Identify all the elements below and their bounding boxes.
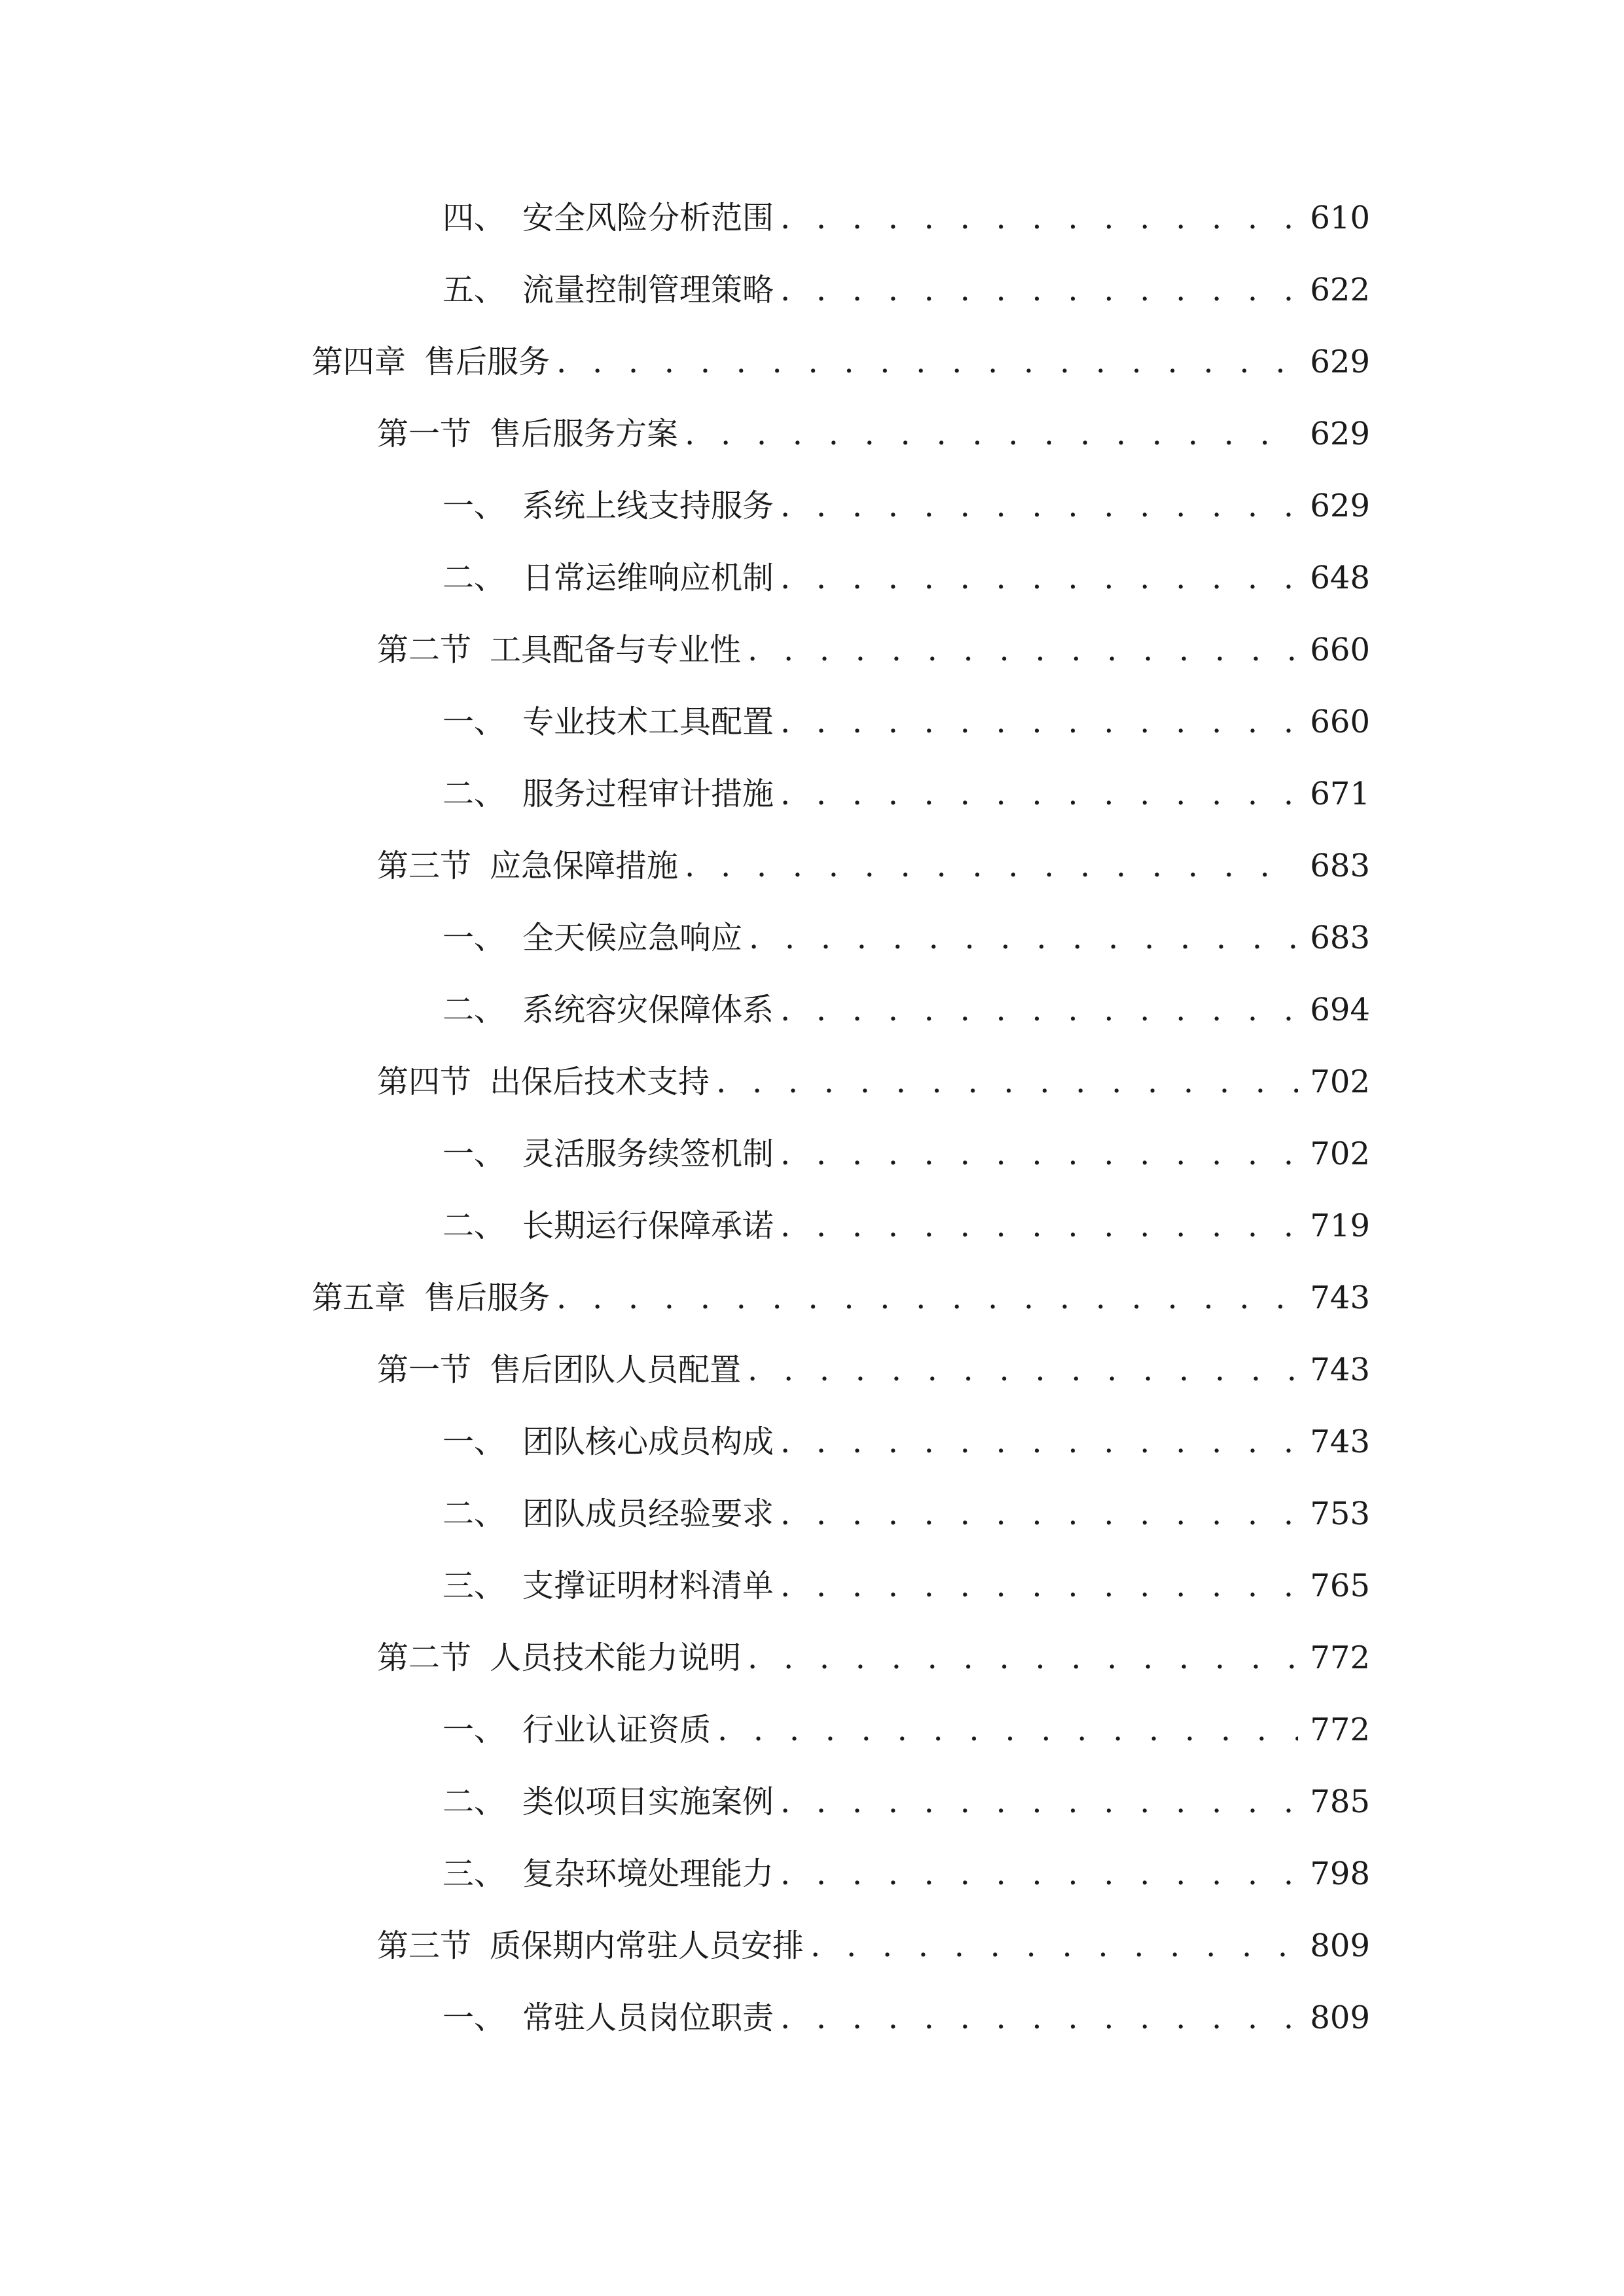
toc-entry-title: 常驻人员岗位职责 <box>522 2000 774 2036</box>
toc-entry-number: 二、 <box>442 992 506 1028</box>
toc-entry-page: 772 <box>1310 1712 1370 1748</box>
toc-entry-title: 售后服务 <box>424 344 550 380</box>
toc-entry-page: 629 <box>1310 344 1370 380</box>
toc-entry-page: 765 <box>1310 1568 1370 1604</box>
toc-entry-number: 五、 <box>442 272 506 308</box>
dot-leader <box>780 1124 1298 1183</box>
toc-entry-title: 日常运维响应机制 <box>522 560 774 596</box>
toc-entry-title: 安全风险分析范围 <box>522 200 774 236</box>
dot-leader <box>780 1484 1298 1543</box>
toc-entry-page: 683 <box>1310 920 1370 956</box>
toc-entry-title: 出保后技术支持 <box>490 1064 710 1100</box>
dot-leader <box>780 764 1298 823</box>
toc-chapter-entry[interactable] <box>312 1268 1370 1327</box>
toc-entry[interactable] <box>442 188 1370 247</box>
toc-section-entry[interactable] <box>377 1628 1370 1687</box>
toc-entry-title: 服务过程审计措施 <box>522 776 774 812</box>
toc-entry-page: 702 <box>1310 1064 1370 1100</box>
toc-entry-number: 四、 <box>442 200 506 236</box>
toc-entry-title: 流量控制管理策略 <box>522 272 774 308</box>
toc-entry-title: 应急保障措施 <box>490 848 679 884</box>
toc-entry-title: 支撑证明材料清单 <box>522 1568 774 1604</box>
toc-entry-number: 第五章 <box>312 1280 406 1316</box>
toc-entry-page: 610 <box>1310 200 1370 236</box>
dot-leader <box>749 908 1298 967</box>
toc-section-entry[interactable] <box>377 1052 1370 1111</box>
toc-entry-page: 809 <box>1310 1928 1370 1964</box>
dot-leader <box>780 260 1298 319</box>
dot-leader <box>780 188 1298 247</box>
toc-entry[interactable] <box>442 548 1370 607</box>
dot-leader <box>780 1988 1298 2047</box>
toc-entry-title: 行业认证资质 <box>522 1712 712 1748</box>
dot-leader <box>780 1196 1298 1255</box>
toc-entry[interactable] <box>442 692 1370 751</box>
toc-entry-page: 671 <box>1310 776 1370 812</box>
toc-entry-number: 一、 <box>442 1424 506 1460</box>
dot-leader <box>716 1052 1298 1111</box>
toc-entry-page: 660 <box>1310 704 1370 740</box>
toc-entry-title: 灵活服务续签机制 <box>522 1136 774 1172</box>
toc-entry-number: 第四章 <box>312 344 406 380</box>
dot-leader <box>810 1916 1298 1975</box>
toc-section-entry[interactable] <box>377 404 1370 463</box>
toc-entry-page: 622 <box>1310 272 1370 308</box>
toc-entry-number: 第一节 <box>377 416 472 452</box>
dot-leader <box>556 1268 1298 1327</box>
dot-leader <box>685 404 1298 463</box>
toc-entry-number: 第二节 <box>377 632 472 668</box>
dot-leader <box>717 1700 1298 1759</box>
toc-entry[interactable] <box>442 1484 1370 1543</box>
dot-leader <box>780 476 1298 535</box>
dot-leader <box>780 1772 1298 1831</box>
toc-chapter-entry[interactable] <box>312 332 1370 391</box>
toc-entry-title: 团队成员经验要求 <box>522 1496 774 1532</box>
toc-entry-number: 二、 <box>442 1208 506 1244</box>
toc-entry-page: 753 <box>1310 1496 1370 1532</box>
toc-entry[interactable] <box>442 1556 1370 1615</box>
toc-entry-title: 复杂环境处理能力 <box>522 1856 774 1892</box>
toc-section-entry[interactable] <box>377 1340 1370 1399</box>
toc-entry[interactable] <box>442 1412 1370 1471</box>
toc-entry-title: 系统容灾保障体系 <box>522 992 774 1028</box>
toc-entry[interactable] <box>442 1196 1370 1255</box>
toc-entry[interactable] <box>442 1988 1370 2047</box>
dot-leader <box>556 332 1298 391</box>
toc-entry-number: 一、 <box>442 1136 506 1172</box>
toc-entry-number: 二、 <box>442 776 506 812</box>
dot-leader <box>685 836 1298 895</box>
toc-entry-title: 类似项目实施案例 <box>522 1784 774 1820</box>
toc-entry-title: 全天候应急响应 <box>522 920 743 956</box>
toc-entry-number: 二、 <box>442 1496 506 1532</box>
dot-leader <box>780 548 1298 607</box>
toc-entry-number: 二、 <box>442 560 506 596</box>
toc-entry-number: 第二节 <box>377 1640 472 1676</box>
toc-entry-title: 专业技术工具配置 <box>522 704 774 740</box>
toc-entry-title: 质保期内常驻人员安排 <box>490 1928 804 1964</box>
toc-section-entry[interactable] <box>377 620 1370 679</box>
dot-leader <box>748 620 1298 679</box>
toc-entry-page: 743 <box>1310 1424 1370 1460</box>
toc-entry-number: 一、 <box>442 488 506 524</box>
toc-entry[interactable] <box>442 1844 1370 1903</box>
toc-entry[interactable] <box>442 476 1370 535</box>
toc-entry-page: 719 <box>1310 1208 1370 1244</box>
toc-entry-number: 三、 <box>442 1568 506 1604</box>
toc-entry-number: 三、 <box>442 1856 506 1892</box>
toc-entry-number: 一、 <box>442 1712 506 1748</box>
toc-entry-page: 702 <box>1310 1136 1370 1172</box>
toc-entry[interactable] <box>442 260 1370 319</box>
toc-entry-number: 一、 <box>442 2000 506 2036</box>
toc-entry-page: 629 <box>1310 488 1370 524</box>
toc-entry-page: 694 <box>1310 992 1370 1028</box>
toc-entry-title: 售后团队人员配置 <box>490 1352 742 1388</box>
dot-leader <box>748 1628 1298 1687</box>
toc-section-entry[interactable] <box>377 836 1370 895</box>
dot-leader <box>780 1556 1298 1615</box>
toc-entry-title: 长期运行保障承诺 <box>522 1208 774 1244</box>
toc-entry[interactable] <box>442 1772 1370 1831</box>
toc-entry-title: 系统上线支持服务 <box>522 488 774 524</box>
toc-entry-page: 683 <box>1310 848 1370 884</box>
dot-leader <box>780 1412 1298 1471</box>
toc-entry-page: 798 <box>1310 1856 1370 1892</box>
toc-entry[interactable] <box>442 980 1370 1039</box>
toc-entry-title: 人员技术能力说明 <box>490 1640 742 1676</box>
toc-entry-title: 团队核心成员构成 <box>522 1424 774 1460</box>
toc-entry-page: 648 <box>1310 560 1370 596</box>
toc-entry-number: 第三节 <box>377 848 472 884</box>
toc-entry[interactable] <box>442 764 1370 823</box>
toc-entry-number: 第三节 <box>377 1928 472 1964</box>
dot-leader <box>780 1844 1298 1903</box>
toc-entry[interactable] <box>442 908 1370 967</box>
toc-entry-title: 工具配备与专业性 <box>490 632 742 668</box>
toc-entry-title: 售后服务方案 <box>490 416 679 452</box>
toc-entry-page: 743 <box>1310 1352 1370 1388</box>
toc-section-entry[interactable] <box>377 1916 1370 1975</box>
toc-entry[interactable] <box>442 1124 1370 1183</box>
dot-leader <box>780 692 1298 751</box>
toc-entry-number: 一、 <box>442 704 506 740</box>
toc-entry-number: 第四节 <box>377 1064 472 1100</box>
toc-entry-page: 785 <box>1310 1784 1370 1820</box>
toc-entry-page: 629 <box>1310 416 1370 452</box>
toc-entry-page: 772 <box>1310 1640 1370 1676</box>
toc-entry-number: 一、 <box>442 920 506 956</box>
toc-entry-page: 809 <box>1310 2000 1370 2036</box>
toc-entry-title: 售后服务 <box>424 1280 550 1316</box>
dot-leader <box>780 980 1298 1039</box>
dot-leader <box>748 1340 1298 1399</box>
toc-entry-page: 743 <box>1310 1280 1370 1316</box>
toc-entry[interactable] <box>442 1700 1370 1759</box>
toc-entry-number: 二、 <box>442 1784 506 1820</box>
toc-entry-number: 第一节 <box>377 1352 472 1388</box>
toc-entry-page: 660 <box>1310 632 1370 668</box>
